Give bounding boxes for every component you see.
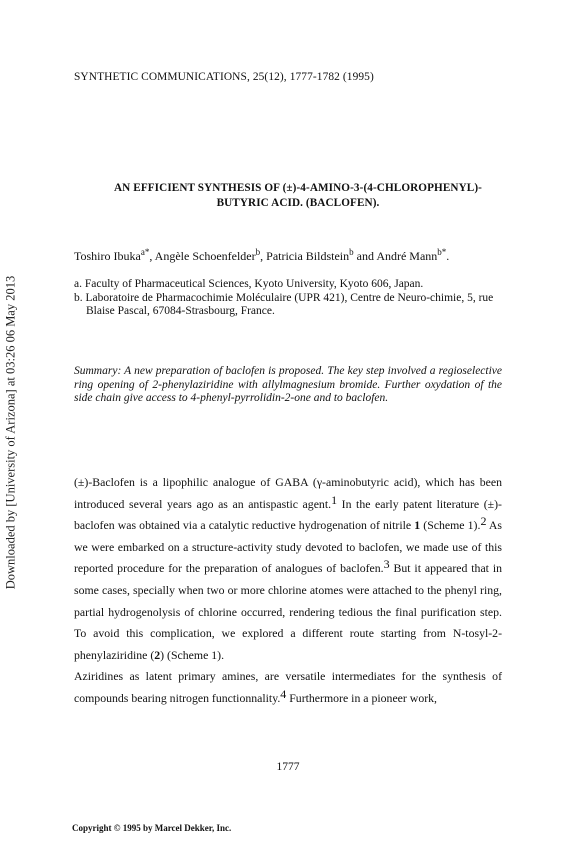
text-run: Aziridines as latent primary amines, are versatile intermediates for the synthesis of compounds bearing nitrogen functionnality. xyxy=(74,669,502,705)
text-run: But it appeared that in some cases, specially when two or more chlorine atomes were attached to the phenyl ring, partial hydrogenolysis of chlorine occurred, rendering tedious the final purification step. To avoid this complication, we explored a different route starting from N-tosyl-2-phenylaziridine ( xyxy=(74,561,502,662)
author-affiliation-mark: b xyxy=(255,247,261,257)
compound-number: 1 xyxy=(414,518,421,533)
text-run: In the early patent literature (±)-baclofen was obtained via a catalytic reductive hydrogenation of nitrile xyxy=(74,496,502,533)
paper-title xyxy=(70,181,526,211)
affiliations xyxy=(74,278,514,319)
affiliation-a: a. Faculty of Pharmaceutical Sciences, Kyoto University, Kyoto 606, Japan. xyxy=(74,278,424,290)
text-run: ) (Scheme 1). xyxy=(160,647,225,662)
summary-label: Summary: xyxy=(74,365,122,377)
author-name: Toshiro Ibuka xyxy=(74,249,141,263)
summary-text: A new preparation of baclofen is proposed. The key step involved a regioselective ring opening of 2-phenylaziridine with allylmagnesium bromide. Further oxydation of the side chain give access to 4-phenyl-pyrrolidin-2-one and to baclofen. xyxy=(74,365,502,405)
body-text xyxy=(74,472,502,710)
summary-abstract xyxy=(74,365,502,406)
reference-mark: 3 xyxy=(383,557,390,572)
author-list-end: . xyxy=(446,249,450,263)
author-affiliation-mark: b xyxy=(349,247,354,257)
author-name: Patricia Bildstein xyxy=(266,249,350,263)
paragraph xyxy=(74,666,502,709)
download-watermark: Downloaded by [University of Arizona] at 03:26 06 May 2013 xyxy=(3,275,18,590)
text-run: (±)-Baclofen is a lipophilic analogue of GABA (γ-aminobutyric acid), which has been introduced several years ago as an antispastic agent. xyxy=(74,475,502,511)
reference-mark: 1 xyxy=(331,492,338,507)
page-number: 1777 xyxy=(276,761,300,773)
title-line-2: BUTYRIC ACID. (BACLOFEN). xyxy=(216,197,380,209)
author-affiliation-mark: b* xyxy=(437,247,447,257)
author-affiliation-mark: a* xyxy=(140,247,150,257)
author-name: Angèle Schoenfelder xyxy=(154,249,256,263)
paragraph xyxy=(74,472,502,666)
compound-number: 2 xyxy=(154,647,161,662)
affiliation-b: b. Laboratoire de Pharmacochimie Moléculaire (UPR 421), Centre de Neuro-chimie, 5, rue Blaise Pascal, 67084-Strasbourg, France. xyxy=(74,291,494,317)
author-list xyxy=(74,249,449,264)
reference-mark: 4 xyxy=(280,686,287,701)
text-run: Furthermore in a pioneer work, xyxy=(286,690,437,705)
copyright-notice: Copyright © 1995 by Marcel Dekker, Inc. xyxy=(72,823,232,833)
text-run: As we were embarked on a structure-activity study devoted to baclofen, we made use of this reported procedure for the preparation of analogues of baclofen. xyxy=(74,518,503,576)
author-name: André Mann xyxy=(376,249,438,263)
text-run: (Scheme 1). xyxy=(420,518,481,533)
journal-citation: SYNTHETIC COMMUNICATIONS, 25(12), 1777-1782 (1995) xyxy=(74,71,374,83)
title-line-1: AN EFFICIENT SYNTHESIS OF (±)-4-AMINO-3-(4-CHLOROPHENYL)- xyxy=(114,182,482,194)
author-separator: , xyxy=(260,249,267,263)
author-separator: , xyxy=(149,249,155,263)
reference-mark: 2 xyxy=(480,514,487,529)
author-separator: and xyxy=(353,249,377,263)
